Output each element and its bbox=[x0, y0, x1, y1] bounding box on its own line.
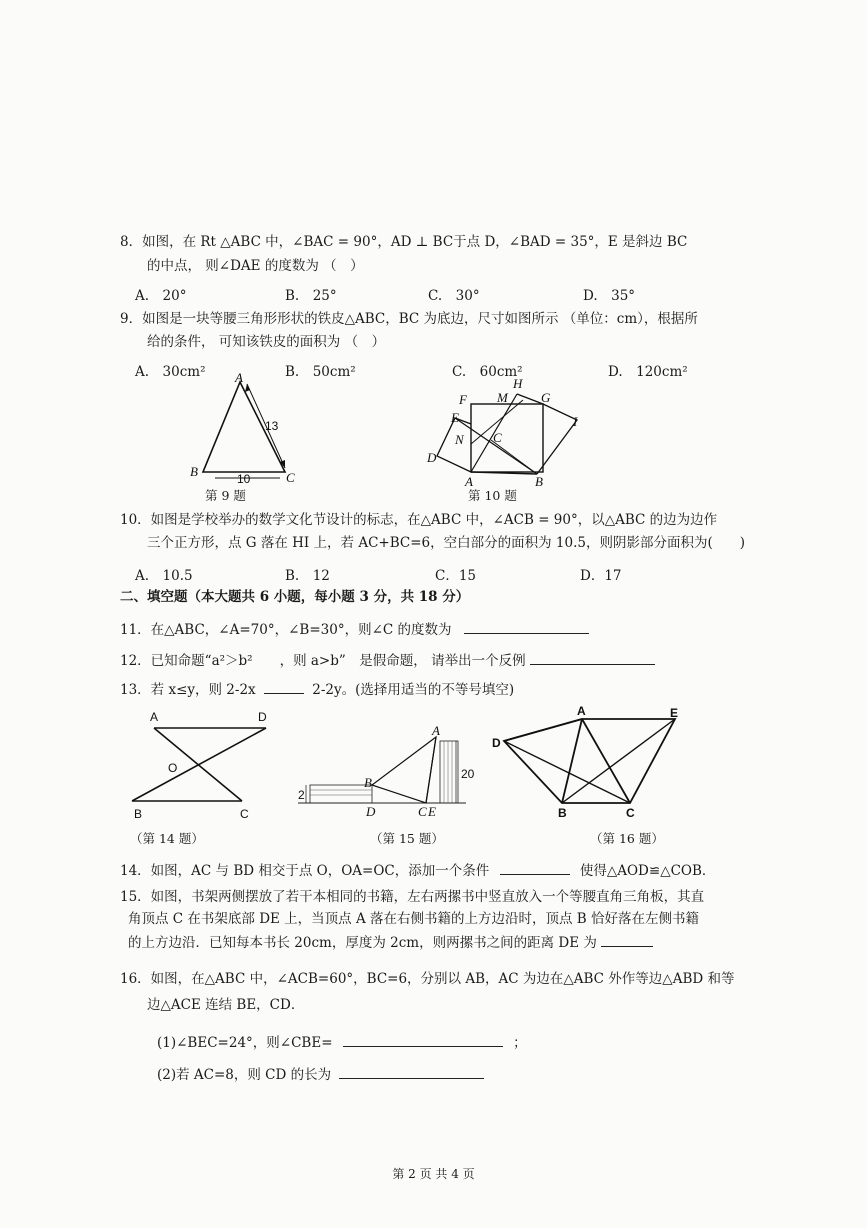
q16-sub1-end: ； bbox=[513, 1035, 527, 1051]
q8-option-a: A. 20° bbox=[135, 288, 187, 304]
label-b: B bbox=[364, 775, 372, 790]
q8-line1: 8．如图，在 Rt △ABC 中，∠BAC = 90°，AD ⊥ BC于点 D，∠BAD = 35°，E 是斜边 BC bbox=[120, 234, 688, 250]
label-b: B bbox=[535, 474, 543, 489]
q10-option-c: C．15 bbox=[435, 568, 477, 584]
q16-sub1 bbox=[157, 1032, 527, 1052]
q12-answer-blank[interactable] bbox=[530, 650, 655, 665]
label-13: 13 bbox=[265, 419, 279, 433]
label-i: I bbox=[573, 414, 578, 429]
label-e: E bbox=[451, 410, 459, 425]
q16-sub1-answer-blank[interactable] bbox=[343, 1032, 503, 1047]
square-top bbox=[471, 404, 543, 472]
side-da bbox=[504, 719, 582, 741]
segment-cd bbox=[504, 741, 630, 803]
label-b: B bbox=[190, 464, 198, 479]
q9-line2: 给的条件， 可知该铁皮的面积为 （ ） bbox=[147, 334, 386, 350]
q10-line1: 10．如图是学校举办的数学文化节设计的标志，在△ABC 中，∠ACB = 90°，以△ABC 的边为边作 bbox=[120, 512, 718, 528]
right-books bbox=[440, 741, 458, 803]
figure-14 bbox=[128, 708, 278, 823]
q15-answer-blank[interactable] bbox=[601, 932, 653, 947]
q11-label: 11．在△ABC，∠A=70°，∠B=30°，则∠C 的度数为 bbox=[120, 622, 452, 638]
label-20: 20 bbox=[461, 767, 475, 781]
figure-16 bbox=[490, 705, 690, 820]
label-g: G bbox=[541, 390, 551, 405]
line-eb bbox=[455, 418, 537, 474]
q16-sub2-answer-blank[interactable] bbox=[339, 1064, 484, 1079]
label-n: N bbox=[455, 432, 464, 447]
q12-label: 12．已知命题“a²＞b² ，则 a>b” 是假命题， 请举出一个反例 bbox=[120, 653, 526, 669]
page-footer: 第 2 页 共 4 页 bbox=[392, 1167, 475, 1181]
segment-db bbox=[132, 728, 266, 801]
figure-15-caption: （第 15 题） bbox=[370, 831, 444, 846]
q14-answer-blank[interactable] bbox=[500, 860, 570, 875]
q10-option-b: B. 12 bbox=[285, 568, 330, 584]
label-a: A bbox=[465, 474, 473, 489]
figure-9-triangle bbox=[185, 372, 305, 484]
label-d: D bbox=[258, 710, 267, 724]
q16-sub2-label: (2)若 AC=8，则 CD 的长为 bbox=[157, 1067, 332, 1083]
figure-10-squares bbox=[425, 374, 595, 489]
figure-16-caption: （第 16 题） bbox=[590, 831, 664, 846]
q10-line2: 三个正方形，点 G 落在 HI 上，若 AC+BC=6，空白部分的面积为 10.5，则阴影部分面积为( ) bbox=[147, 535, 746, 551]
set-square-edge bbox=[426, 737, 436, 803]
label-b: B bbox=[558, 806, 567, 820]
q15-line2: 角顶点 C 在书架底部 DE 上，当顶点 A 落在右侧书籍的上方边沿时，顶点 B 恰好落在左侧书籍 bbox=[128, 911, 700, 927]
label-b: B bbox=[134, 807, 143, 821]
label-c: C bbox=[493, 430, 502, 445]
q14-text bbox=[120, 860, 715, 880]
q16-sub2 bbox=[157, 1064, 484, 1084]
q8-line2: 的中点， 则∠DAE 的度数为 （ ） bbox=[147, 258, 364, 274]
label-c: C bbox=[626, 806, 635, 820]
label-a: A bbox=[432, 723, 440, 738]
q8-option-d: D. 35° bbox=[583, 288, 636, 304]
label-2: 2 bbox=[298, 788, 305, 802]
q16-line2: 边△ACE 连结 BE，CD． bbox=[147, 997, 305, 1013]
label-c: C bbox=[240, 807, 249, 821]
q14-label-b: 使得△AOD≌△COB． bbox=[579, 863, 716, 879]
q9-line1: 9．如图是一块等腰三角形形状的铁皮△ABC，BC 为底边，尺寸如图所示 （单位：cm），根据所 bbox=[120, 311, 698, 327]
q13-label-b: 2-2y。(选择用适当的不等号填空) bbox=[312, 682, 515, 698]
figure-9-caption: 第 9 题 bbox=[205, 488, 246, 503]
q16-sub1-label: (1)∠BEC=24°，则∠CBE= bbox=[157, 1035, 333, 1051]
q10-option-d: D．17 bbox=[580, 568, 622, 584]
label-a: A bbox=[235, 370, 243, 385]
label-h: H bbox=[513, 376, 523, 391]
figure-10-caption: 第 10 题 bbox=[468, 488, 517, 503]
q15-line3-wrap bbox=[128, 932, 653, 952]
q8-option-b: B. 25° bbox=[285, 288, 337, 304]
q14-label-a: 14．如图，AC 与 BD 相交于点 O，OA=OC，添加一个条件 bbox=[120, 863, 490, 879]
label-d: D bbox=[492, 736, 501, 750]
label-d: D bbox=[366, 804, 376, 819]
q9-option-c: C. 60cm² bbox=[452, 364, 523, 380]
label-d: D bbox=[427, 450, 437, 465]
line-cb bbox=[491, 440, 537, 474]
q15-line3: 的上方边沿．已知每本书长 20cm，厚度为 2cm，则两摞书之间的距离 DE 为 bbox=[128, 935, 597, 951]
label-o: O bbox=[168, 761, 178, 775]
square-right bbox=[517, 394, 577, 474]
label-m: M bbox=[497, 390, 508, 405]
section-2-heading: 二、填空题（本大题共 6 小题，每小题 3 分，共 18 分） bbox=[120, 589, 470, 605]
q13-label-a: 13．若 x≤y，则 2-2x bbox=[120, 682, 256, 698]
q9-option-b: B. 50cm² bbox=[285, 364, 356, 380]
side-ac bbox=[582, 719, 630, 803]
label-e: E bbox=[670, 706, 679, 720]
q12-text bbox=[120, 650, 655, 670]
q10-option-a: A. 10.5 bbox=[135, 568, 193, 584]
q8-option-c: C. 30° bbox=[428, 288, 480, 304]
label-c: C bbox=[418, 804, 427, 819]
q9-option-a: A. 30cm² bbox=[135, 364, 206, 380]
set-square-abc bbox=[372, 737, 436, 803]
q13-answer-blank[interactable] bbox=[264, 679, 304, 694]
q16-line1: 16．如图，在△ABC 中，∠ACB=60°，BC=6，分别以 AB，AC 为边在△ABC 外作等边△ABD 和等 bbox=[120, 971, 735, 987]
label-c: C bbox=[286, 470, 295, 485]
q11-text bbox=[120, 619, 589, 639]
figure-14-caption: （第 14 题） bbox=[130, 831, 204, 846]
q11-answer-blank[interactable] bbox=[464, 619, 589, 634]
label-a: A bbox=[150, 710, 159, 724]
figure-15 bbox=[296, 725, 486, 820]
label-f: F bbox=[459, 392, 467, 407]
left-books bbox=[310, 785, 372, 803]
q13-text bbox=[120, 679, 514, 699]
label-a: A bbox=[577, 704, 586, 718]
label-e: E bbox=[428, 804, 436, 819]
q9-option-d: D. 120cm² bbox=[608, 364, 688, 380]
q15-line1: 15．如图，书架两侧摆放了若干本相同的书籍，左右两摞书中竖直放入一个等腰直角三角板，其直 bbox=[120, 889, 705, 905]
label-10: 10 bbox=[237, 472, 251, 486]
